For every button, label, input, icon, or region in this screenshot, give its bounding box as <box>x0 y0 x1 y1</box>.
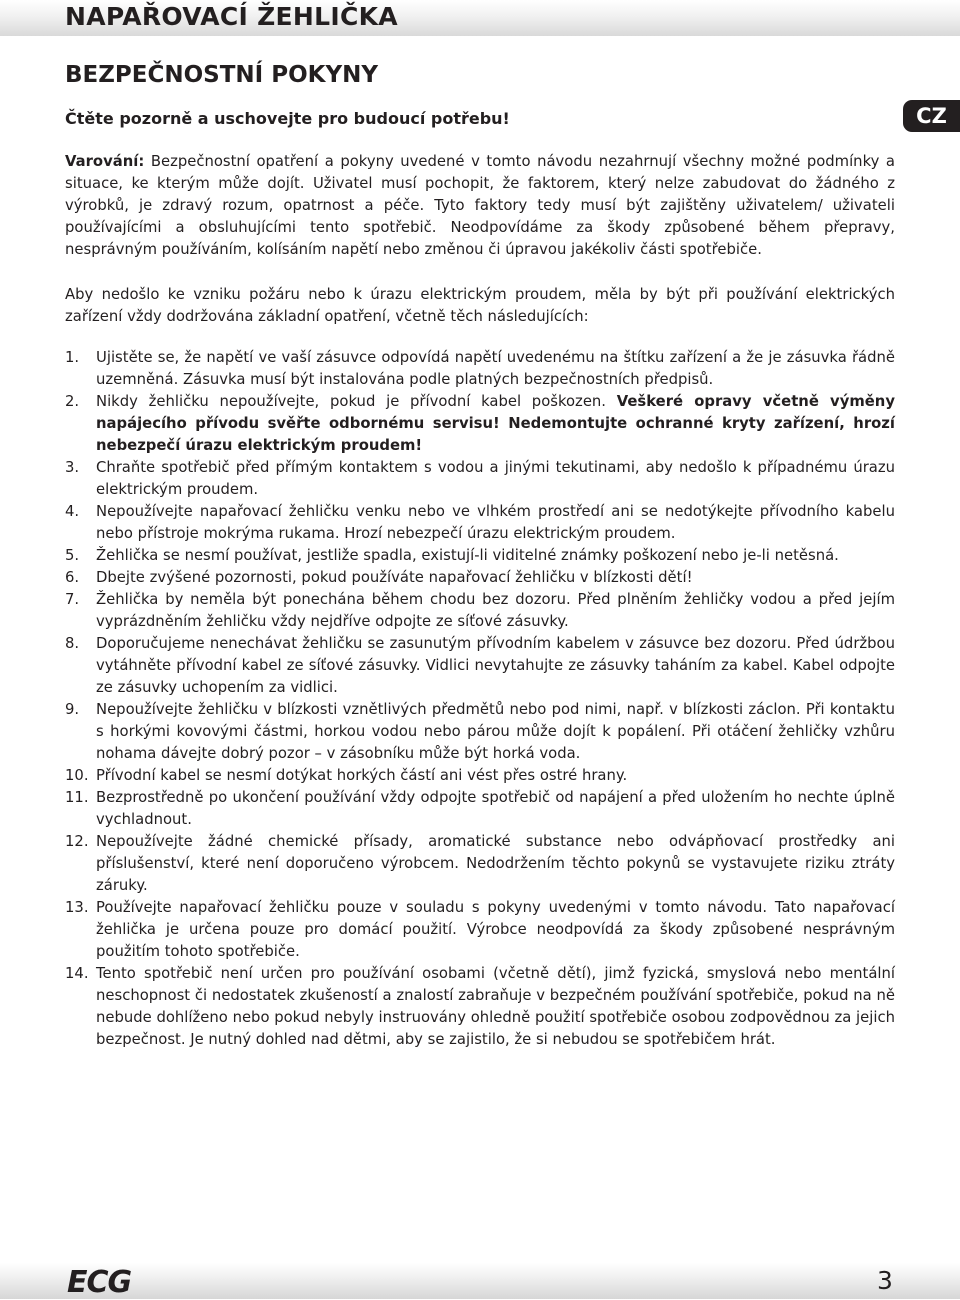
list-item <box>65 699 895 765</box>
item-number: 13. <box>65 899 89 916</box>
item-text: Chraňte spotřebič před přímým kontaktem s vodou a jinými tekutinami, aby nedošlo k případnému úrazu elektrickým proudem. <box>96 459 895 498</box>
list-item <box>65 765 895 787</box>
list-item <box>65 589 895 633</box>
item-number: 14. <box>65 965 89 982</box>
item-text: Nepoužívejte žádné chemické přísady, aromatické substance nebo odvápňovací prostředky ani příslušenství, které není doporučeno výrobcem. Nedodržením těchto pokynů se vystavujete riziku ztráty záruky. <box>96 833 895 894</box>
item-bold-text: Veškeré opravy včetně výměny napájecího přívodu svěřte odbornému servisu! Nedemontujte ochranné kryty zařízení, hrozí nebezpečí úrazu elektrickým proudem! <box>96 393 895 454</box>
item-text: Tento spotřebič není určen pro používání osobami (včetně dětí), jimž fyzická, smyslová nebo mentální neschopnost či nedostatek zkušeností a znalostí zabraňuje v bezpečném používání spotřebiče, pokud na ně nebude dohlíženo nebo pokud nebyly instruovány ohledně použití spotřebiče osobou zodpovědnou za jejich bezpečnost. Je nutný dohled nad dětmi, aby se zajistilo, že si nebudou se spotřebičem hrát. <box>96 965 895 1048</box>
lead-instruction: Čtěte pozorně a uschovejte pro budoucí potřebu! <box>65 109 510 128</box>
item-number: 8. <box>65 635 80 652</box>
item-number: 7. <box>65 591 80 608</box>
item-text: Doporučujeme nenechávat žehličku se zasunutým přívodním kabelem v zásuvce bez dozoru. Před údržbou vytáhněte přívodní kabel ze síťové zásuvky. Vidlici nevytahujte ze zásuvky taháním za kabel. Kabel odpojte ze zásuvky uchopením za vidlici. <box>96 635 895 696</box>
item-text: Žehlička se nesmí používat, jestliže spadla, existují-li viditelné známky poškození nebo je-li netěsná. <box>96 547 839 564</box>
list-item <box>65 633 895 699</box>
item-number: 1. <box>65 349 80 366</box>
item-text: Nikdy žehličku nepoužívejte, pokud je přívodní kabel poškozen. <box>96 393 617 410</box>
list-item <box>65 567 895 589</box>
item-text: Přívodní kabel se nesmí dotýkat horkých částí ani vést přes ostré hrany. <box>96 767 628 784</box>
list-item <box>65 347 895 391</box>
item-number: 12. <box>65 833 89 850</box>
list-item <box>65 831 895 897</box>
item-number: 3. <box>65 459 80 476</box>
section-title: BEZPEČNOSTNÍ POKYNY <box>65 62 379 88</box>
intro-paragraph: Aby nedošlo ke vzniku požáru nebo k úrazu elektrickým proudem, měla by být při používání elektrických zařízení vždy dodržována základní opatření, včetně těch následujících: <box>65 286 895 325</box>
list-item <box>65 897 895 963</box>
warning-label: Varování: <box>65 153 145 170</box>
item-number: 5. <box>65 547 80 564</box>
list-item <box>65 457 895 501</box>
item-number: 11. <box>65 789 89 806</box>
list-item <box>65 501 895 545</box>
language-badge: CZ <box>903 100 960 132</box>
item-text: Žehlička by neměla být ponechána během chodu bez dozoru. Před plněním žehličky vodou a před jejím vyprázdněním žehličku vždy nejdříve odpojte ze síťové zásuvky. <box>96 591 895 630</box>
item-text: Nepoužívejte žehličku v blízkosti vznětlivých předmětů nebo pod nimi, např. v blízkosti záclon. Při kontaktu s horkými kovovými částmi, horkou vodou nebo párou může dojít k popálení. Při otáčení žehličky vzhůru nohama dávejte dobrý pozor – v zásobníku může být horká voda. <box>96 701 895 762</box>
warning-text: Bezpečnostní opatření a pokyny uvedené v tomto návodu nezahrnují všechny možné podmínky a situace, ke kterým může dojít. Uživatel musí pochopit, že faktorem, který nelze zabudovat do žádného z výrobků, je zdravý rozum, opatrnost a péče. Tyto faktory tedy musí být zajištěny uživatelem/ uživateli používajícími a obsluhujícími tento spotřebič. Neodpovídáme za škody způsobené během přepravy, nesprávným používáním, kolísáním napětí nebo změnou či úpravou jakékoliv části spotřebiče. <box>65 153 895 258</box>
document-title: NAPAŘOVACÍ ŽEHLIČKA <box>65 2 398 31</box>
item-text: Používejte napařovací žehličku pouze v souladu s pokyny uvedenými v tomto návodu. Tato napařovací žehlička je určena pouze pro domácí použití. Výrobce neodpovídá za škody způsobené nesprávným použitím tohoto spotřebiče. <box>96 899 895 960</box>
item-text: Dbejte zvýšené pozornosti, pokud používáte napařovací žehličku v blízkosti dětí! <box>96 569 693 586</box>
list-item <box>65 963 895 1051</box>
item-text: Ujistěte se, že napětí ve vaší zásuvce odpovídá napětí uvedenému na štítku zařízení a že je zásuvka řádně uzemněná. Zásuvka musí být instalována podle platných bezpečnostních předpisů. <box>96 349 895 388</box>
item-number: 2. <box>65 393 80 410</box>
item-number: 10. <box>65 767 89 784</box>
list-item <box>65 545 895 567</box>
item-number: 6. <box>65 569 80 586</box>
item-number: 9. <box>65 701 80 718</box>
list-item <box>65 787 895 831</box>
item-number: 4. <box>65 503 80 520</box>
brand-logo: ECG <box>67 1265 132 1300</box>
item-text: Nepoužívejte napařovací žehličku venku nebo ve vlhkém prostředí ani se nedotýkejte přívodního kabelu nebo přístroje mokrýma rukama. Hrozí nebezpečí úrazu elektrickým proudem. <box>96 503 895 542</box>
list-item <box>65 391 895 457</box>
warning-paragraph <box>65 151 895 261</box>
page-number: 3 <box>877 1266 893 1295</box>
footer-band <box>0 1263 960 1299</box>
item-text: Bezprostředně po ukončení používání vždy odpojte spotřebič od napájení a před uložením ho nechte úplně vychladnout. <box>96 789 895 828</box>
safety-instructions-list <box>65 347 895 1051</box>
